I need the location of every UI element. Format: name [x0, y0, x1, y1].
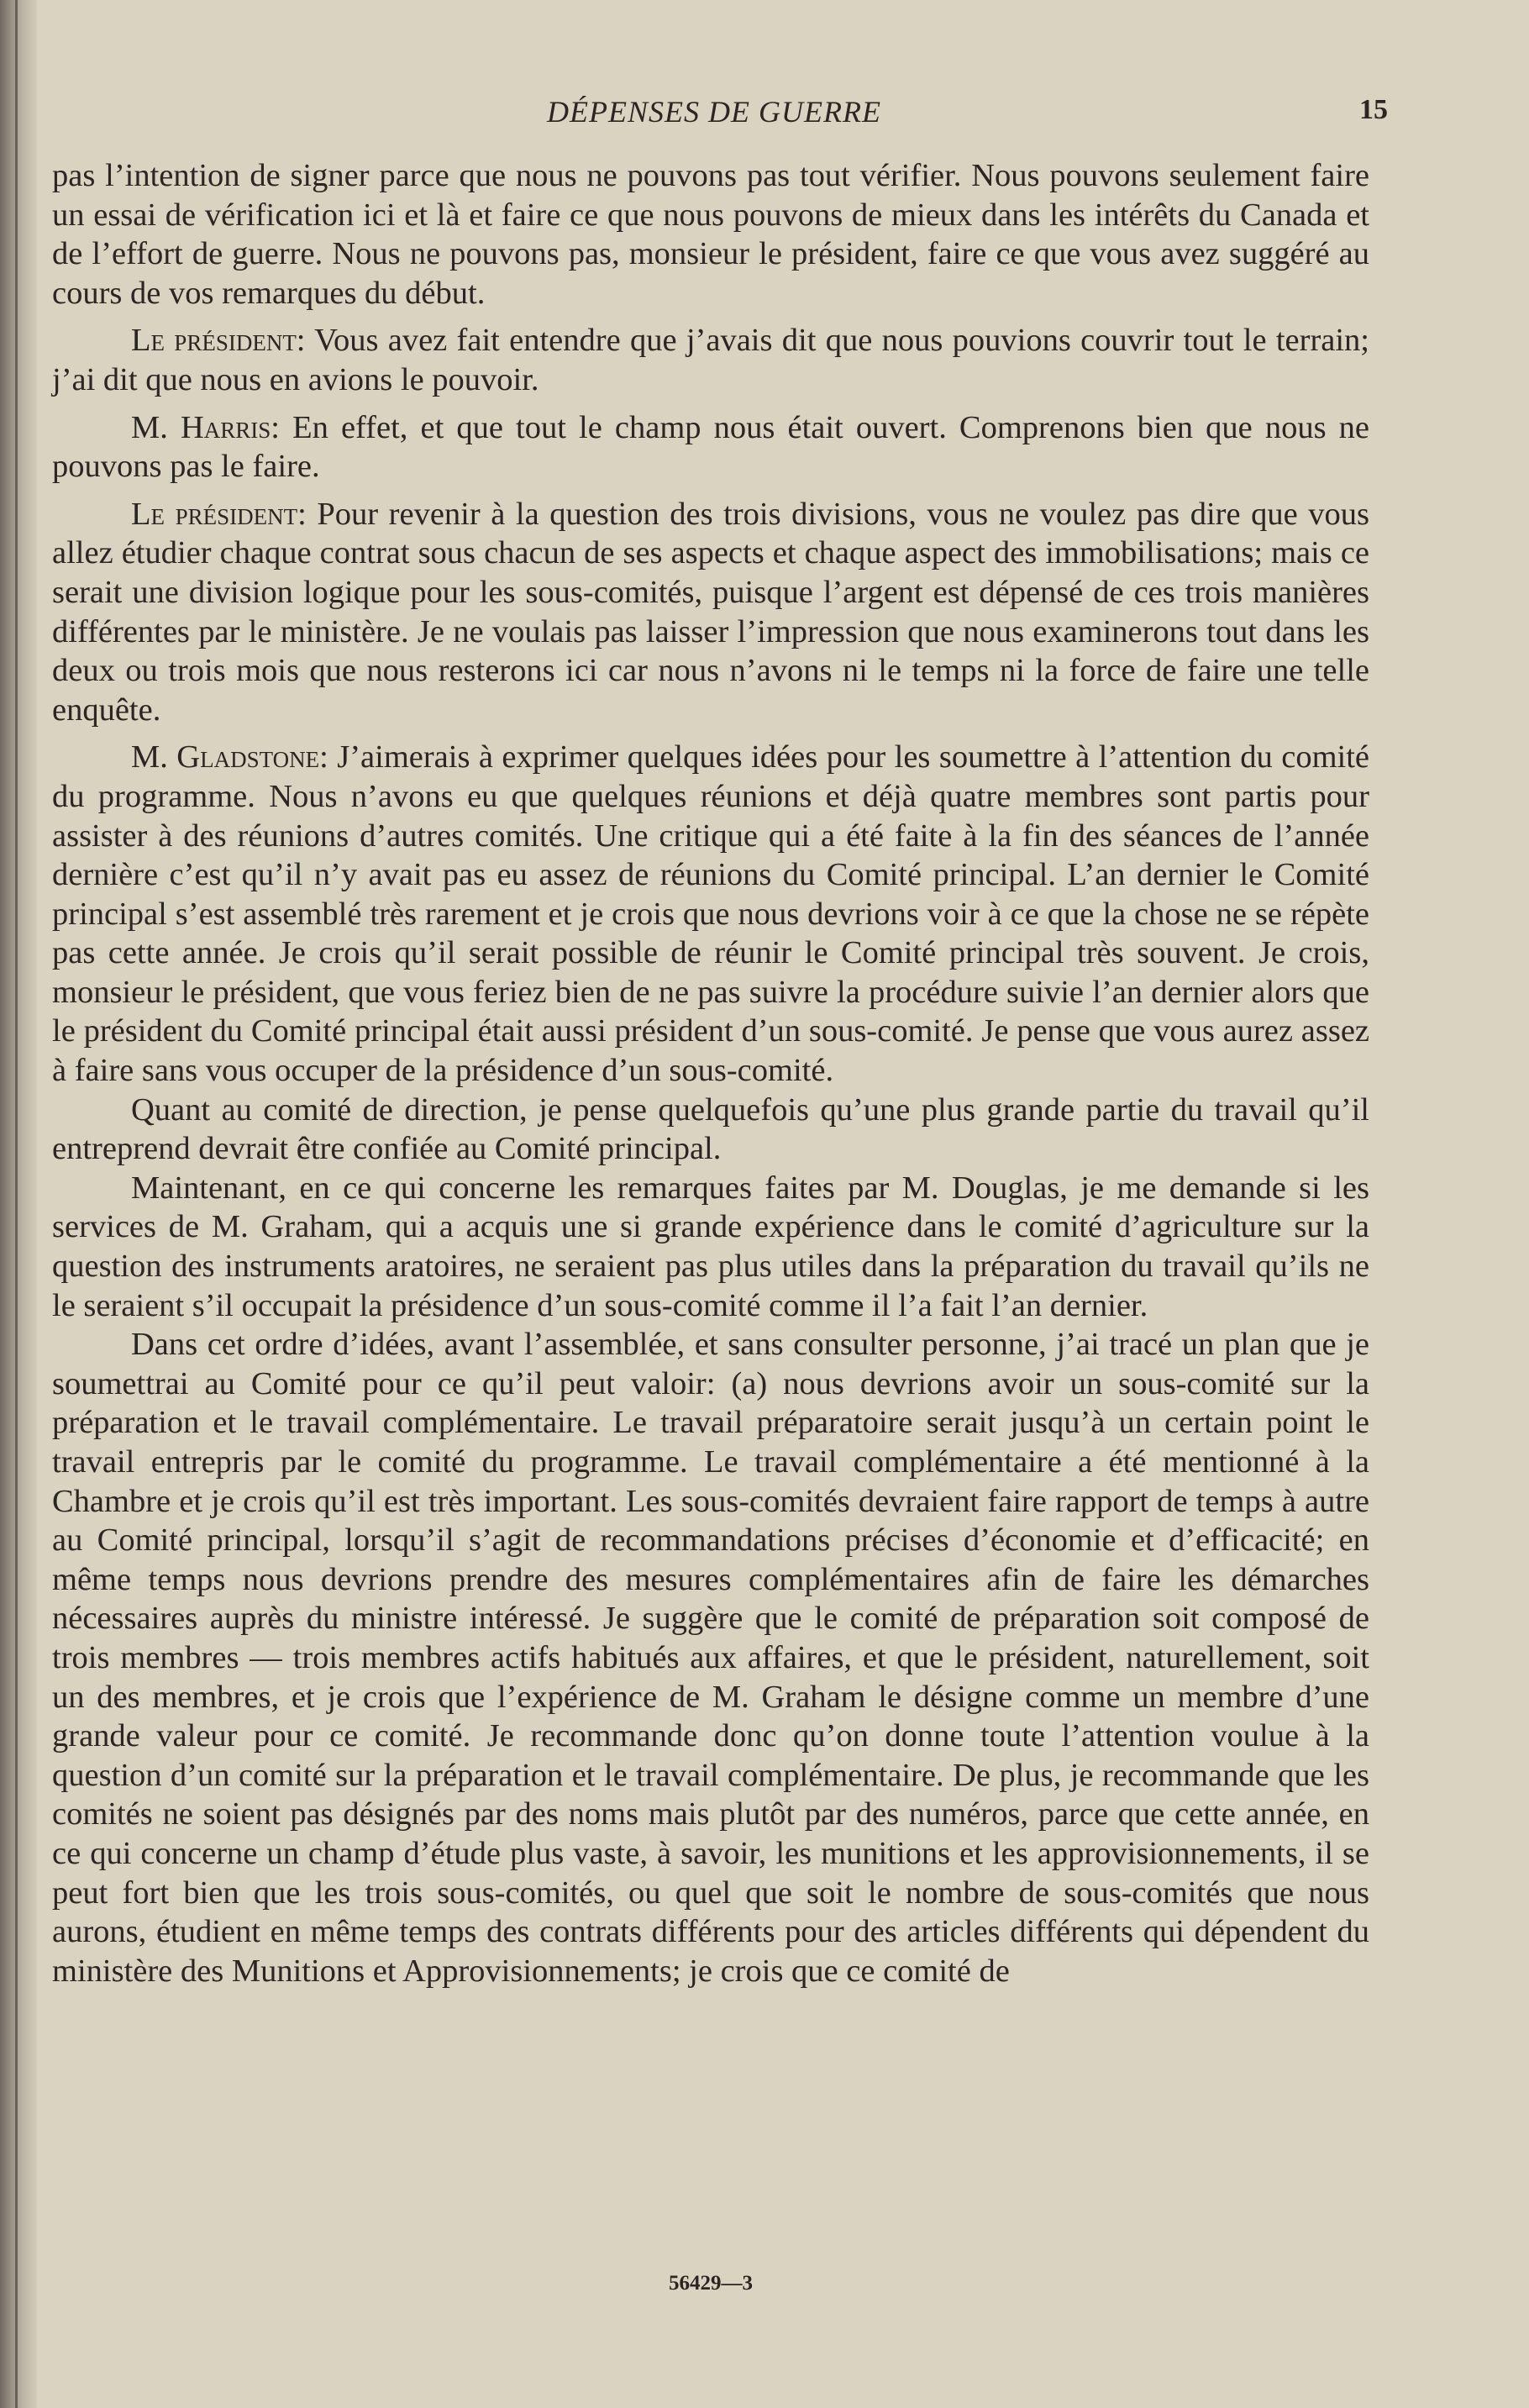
paragraph-text: Vous avez fait entendre que j’avais dit que nous pouvions couvrir tout le terrain; j’ai dit que nous en avions le pouvoir.	[52, 323, 1369, 397]
speaker-name: Le président:	[131, 323, 306, 359]
paragraph-speech	[52, 738, 1369, 1090]
paragraph-text: Quant au comité de direction, je pense quelquefois qu’une plus grande partie du travail qu’il entreprend devrait être confiée au Comité principal.	[52, 1091, 1369, 1167]
paragraph-text: Dans cet ordre d’idées, avant l’assemblée, et sans consulter personne, j’ai tracé un plan que je soumettrai au Comité pour ce qu’il peut valoir: (a) nous devrions avoir un sous-comité sur la préparation et le travail complémentaire. Le travail préparatoire serait jusqu’à un certain point le travail entrepris par le comité du programme. Le travail complémentaire a été mentionné à la Chambre et je crois qu’il est très important. Les sous-comités devraient faire rapport de temps à autre au Comité principal, lorsqu’il s’agit de recommandations précises d’économie et d’efficacité; en même temps nous devrions prendre des mesures complémentaires afin de faire les démarches nécessaires auprès du ministre intéressé. Je suggère que le comité de préparation soit composé de trois membres — trois membres actifs habitués aux affaires, et que le président, naturellement, soit un des membres, et je crois que l’expérience de M. Graham le désigne comme un membre d’une grande valeur pour ce comité. Je recommande donc qu’on donne toute l’attention voulue à la question d’un comité sur la préparation et le travail complémentaire. De plus, je recommande que les comités ne soient pas désignés par des noms mais plutôt par des numéros, parce que cette année, en ce qui concerne un champ d’étude plus vaste, à savoir, les munitions et les approvisionnements, il se peut fort bien que les trois sous-comités, ou quel que soit le nombre de sous-comités que nous aurons, étudient en même temps des contrats différents pour des articles différents qui dépendent du ministère des Munitions et Approvisionnements; je crois que ce comité de	[52, 1327, 1369, 1989]
paragraph-text: En effet, et que tout le champ nous était ouvert. Comprenons bien que nous ne pouvons pas le faire.	[52, 409, 1370, 485]
paragraph-speech	[52, 321, 1369, 399]
speaker-name: M. Harris:	[131, 409, 280, 445]
page-body	[52, 156, 1369, 1990]
footer-signature: 56429—3	[669, 2272, 753, 2295]
page-binding-shadow	[0, 0, 37, 2408]
paragraph	[52, 1325, 1369, 1990]
page-number: 15	[1359, 94, 1388, 125]
paragraph-continuation	[52, 156, 1369, 313]
speaker-name: Le président:	[131, 496, 307, 532]
paragraph-text: pas l’intention de signer parce que nous ne pouvons pas tout vérifier. Nous pouvons seulement faire un essai de vérification ici et là et faire ce que nous pouvons de mieux dans les intérêts du Canada et de l’effort de guerre. Nous ne pouvons pas, monsieur le président, faire ce que vous avez suggéré au cours de vos remarques du début.	[52, 158, 1369, 311]
paragraph-text: Maintenant, en ce qui concerne les remarques faites par M. Douglas, je me demande si les services de M. Graham, qui a acquis une si grande expérience dans le comité d’agriculture sur la question des instruments aratoires, ne seraient pas plus utiles dans la préparation du travail qu’ils ne le seraient s’il occupait la présidence d’un sous-comité comme il l’a fait l’an dernier.	[52, 1170, 1369, 1323]
page-header	[59, 94, 1388, 145]
paragraph-text: Pour revenir à la question des trois divisions, vous ne voulez pas dire que vous allez étudier chaque contrat sous chacun de ses aspects et chaque aspect des immobilisations; mais ce serait une division logique pour les sous-comités, puisque l’argent est dépensé de ces trois manières différentes par le ministère. Je ne voulais pas laisser l’impression que nous examinerons tout dans les deux ou trois mois que nous resterons ici car nous n’avons ni le temps ni la force de faire une telle enquête.	[52, 496, 1369, 728]
paragraph	[52, 1169, 1369, 1325]
speaker-name: M. Gladstone:	[131, 739, 328, 776]
paragraph-text: J’aimerais à exprimer quelques idées pour les soumettre à l’attention du comité du programme. Nous n’avons eu que quelques réunions et déjà quatre membres sont partis pour assister à des réunions d’autres comités. Une critique qui a été faite à la fin des séances de l’année dernière c’est qu’il n’y avait pas eu assez de réunions du Comité principal. L’an dernier le Comité principal s’est assemblé très rarement et je crois que nous devrions voir à ce que la chose ne se répète pas cette année. Je crois qu’il serait possible de réunir le Comité principal très souvent. Je crois, monsieur le président, que vous feriez bien de ne pas suivre la procédure suivie l’an dernier alors que le président du Comité principal était aussi président d’un sous-comité. Je pense que vous aurez assez à faire sans vous occuper de la présidence d’un sous-comité.	[52, 739, 1369, 1089]
binding-edge-line	[15, 0, 18, 2408]
running-title: DÉPENSES DE GUERRE	[547, 95, 881, 129]
paragraph	[52, 1091, 1369, 1169]
paragraph-speech	[52, 408, 1369, 486]
paragraph-speech	[52, 495, 1369, 730]
